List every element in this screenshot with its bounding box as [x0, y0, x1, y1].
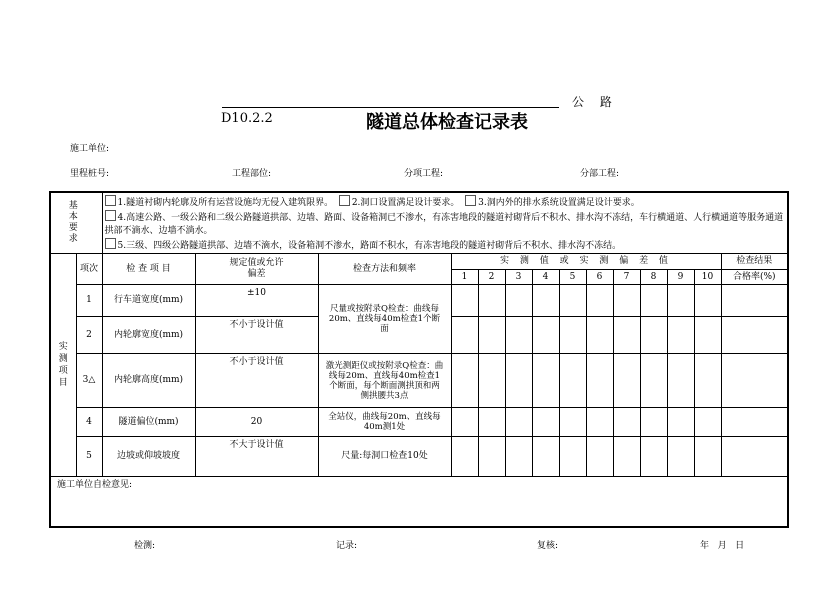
measure-cell[interactable]	[694, 408, 721, 437]
req-item-3: 3.洞内外的排水系统设置满足设计要求。	[478, 198, 640, 208]
section-label: 实测项目	[58, 342, 68, 388]
measure-cell[interactable]	[478, 285, 505, 317]
basic-requirements-content	[102, 192, 788, 254]
row-no: 5	[76, 437, 102, 477]
measure-cell[interactable]	[478, 408, 505, 437]
rate-cell[interactable]	[721, 317, 788, 354]
col-header-spec: 规定值或允许偏差	[195, 254, 318, 285]
measure-col-2: 2	[478, 270, 505, 285]
checkbox-req-5[interactable]	[105, 238, 116, 249]
col-header-no: 项次	[76, 254, 102, 285]
measure-cell[interactable]	[559, 408, 586, 437]
measure-cell[interactable]	[613, 408, 640, 437]
rate-cell[interactable]	[721, 408, 788, 437]
measure-cell[interactable]	[694, 354, 721, 408]
measure-cell[interactable]	[667, 354, 694, 408]
record-label: 记录:	[336, 541, 358, 551]
measure-col-9: 9	[667, 270, 694, 285]
row-item: 边坡或仰坡坡度	[102, 437, 195, 477]
col-header-method: 检查方法和频率	[318, 254, 451, 285]
req-item-2: 2.洞口设置满足设计要求。	[351, 198, 460, 208]
measure-col-1: 1	[451, 270, 478, 285]
inspect-label: 检测:	[134, 541, 156, 551]
measure-cell[interactable]	[694, 437, 721, 477]
table-row	[50, 437, 788, 477]
row-no: 1	[76, 285, 102, 317]
req-item-5: 5.三级、四级公路隧道拱部、边墙不滴水，设备箱洞不渗水，路面不积水，有冻害地段的隧道衬砌背后不积水、排水沟不冻结。	[117, 241, 622, 251]
measure-col-4: 4	[532, 270, 559, 285]
measure-cell[interactable]	[613, 317, 640, 354]
remarks-label: 施工单位自检意见:	[57, 480, 133, 490]
measure-cell[interactable]	[640, 408, 667, 437]
measure-cell[interactable]	[694, 285, 721, 317]
row-method-1-2: 尺量或按附录Q检查：曲线每20m、直线每40m检查1个断面	[318, 285, 451, 354]
measure-cell[interactable]	[478, 317, 505, 354]
section-label-cell	[50, 254, 76, 477]
checkbox-req-4[interactable]	[105, 210, 116, 221]
measure-cell[interactable]	[505, 354, 532, 408]
checkbox-req-1[interactable]	[105, 195, 116, 206]
row-spec: 不小于设计值	[195, 317, 318, 354]
measure-cell[interactable]	[559, 437, 586, 477]
measure-cell[interactable]	[586, 408, 613, 437]
measure-cell[interactable]	[505, 317, 532, 354]
measure-cell[interactable]	[586, 317, 613, 354]
measure-cell[interactable]	[505, 285, 532, 317]
measure-cell[interactable]	[532, 285, 559, 317]
checkbox-req-2[interactable]	[339, 195, 350, 206]
measure-cell[interactable]	[586, 285, 613, 317]
table-row	[50, 354, 788, 408]
construction-unit-label: 施工单位:	[70, 144, 110, 154]
measure-col-3: 3	[505, 270, 532, 285]
inspection-table	[49, 191, 789, 528]
measure-cell[interactable]	[559, 317, 586, 354]
measure-col-5: 5	[559, 270, 586, 285]
measure-cell[interactable]	[640, 437, 667, 477]
table-row	[50, 408, 788, 437]
remarks-row	[50, 477, 788, 527]
req-item-1: 1.隧道衬砌内轮廓及所有运营设施均无侵入建筑限界。	[117, 198, 334, 208]
division-label: 分部工程:	[580, 169, 620, 179]
measure-cell[interactable]	[640, 285, 667, 317]
site-label: 工程部位:	[232, 169, 272, 179]
remarks-cell[interactable]	[50, 477, 788, 527]
date-label: 年 月 日	[700, 541, 745, 551]
measure-cell[interactable]	[478, 354, 505, 408]
col-header-item: 检 查 项 目	[102, 254, 195, 285]
form-code: D10.2.2	[221, 111, 273, 126]
measure-cell[interactable]	[451, 408, 478, 437]
row-item: 内轮廓宽度(mm)	[102, 317, 195, 354]
page-title: 隧道总体检查记录表	[366, 112, 528, 133]
measure-cell[interactable]	[667, 437, 694, 477]
row-item: 内轮廓高度(mm)	[102, 354, 195, 408]
measure-col-8: 8	[640, 270, 667, 285]
measure-cell[interactable]	[451, 437, 478, 477]
rate-cell[interactable]	[721, 437, 788, 477]
measure-cell[interactable]	[451, 285, 478, 317]
row-no: 3△	[76, 354, 102, 408]
measure-cell[interactable]	[613, 437, 640, 477]
measure-cell[interactable]	[451, 354, 478, 408]
row-method: 全站仪，曲线每20m、直线每40m测1处	[318, 408, 451, 437]
measure-cell[interactable]	[532, 354, 559, 408]
measure-cell[interactable]	[478, 437, 505, 477]
review-label: 复核:	[537, 541, 559, 551]
measure-cell[interactable]	[586, 437, 613, 477]
measure-cell[interactable]	[694, 317, 721, 354]
col-header-rate: 合格率(%)	[721, 270, 788, 285]
row-spec: 20	[195, 408, 318, 437]
row-method: 激光测距仪或按附录Q检查：曲线每20m、直线每40m检查1个断面，每个断面测拱顶和两侧拱腰共3点	[318, 354, 451, 408]
row-spec: 不大于设计值	[195, 437, 318, 477]
measure-cell[interactable]	[667, 408, 694, 437]
measure-cell[interactable]	[667, 285, 694, 317]
measure-cell[interactable]	[586, 354, 613, 408]
measure-cell[interactable]	[613, 285, 640, 317]
station-label: 里程桩号:	[70, 169, 110, 179]
measure-cell[interactable]	[505, 437, 532, 477]
subitem-label: 分项工程:	[404, 169, 444, 179]
col-header-result: 检查结果	[721, 254, 788, 270]
row-method: 尺量:每洞口检查10处	[318, 437, 451, 477]
measure-cell[interactable]	[640, 354, 667, 408]
measure-cell[interactable]	[505, 408, 532, 437]
row-spec: ±10	[195, 285, 318, 317]
table-header-row-1	[50, 254, 788, 270]
measure-cell[interactable]	[532, 408, 559, 437]
measure-col-10: 10	[694, 270, 721, 285]
rate-cell[interactable]	[721, 354, 788, 408]
measure-cell[interactable]	[451, 317, 478, 354]
measure-cell[interactable]	[640, 317, 667, 354]
row-spec: 不小于设计值	[195, 354, 318, 408]
rate-cell[interactable]	[721, 285, 788, 317]
row-item: 行车道宽度(mm)	[102, 285, 195, 317]
basic-requirements-row	[50, 192, 788, 254]
row-no: 2	[76, 317, 102, 354]
basic-requirements-label: 基本要求	[50, 192, 102, 254]
row-no: 4	[76, 408, 102, 437]
measure-cell[interactable]	[532, 317, 559, 354]
measure-cell[interactable]	[559, 285, 586, 317]
measure-cell[interactable]	[667, 317, 694, 354]
measure-cell[interactable]	[559, 354, 586, 408]
table-row	[50, 285, 788, 317]
measure-cell[interactable]	[613, 354, 640, 408]
measure-col-7: 7	[613, 270, 640, 285]
measure-col-6: 6	[586, 270, 613, 285]
checkbox-req-3[interactable]	[465, 195, 476, 206]
row-item: 隧道偏位(mm)	[102, 408, 195, 437]
road-label: 公 路	[572, 95, 618, 109]
req-item-4: 4.高速公路、一级公路和二级公路隧道拱部、边墙、路面、设备箱洞已不渗水，有冻害地段的隧道衬砌背后不积水、排水沟不冻结，车行横通道、人行横通道等服务通道拱部不滴水、边墙不淌水。	[104, 213, 784, 236]
measure-cell[interactable]	[532, 437, 559, 477]
col-header-measure: 实 测 值 或 实 测 偏 差 值	[451, 254, 721, 270]
